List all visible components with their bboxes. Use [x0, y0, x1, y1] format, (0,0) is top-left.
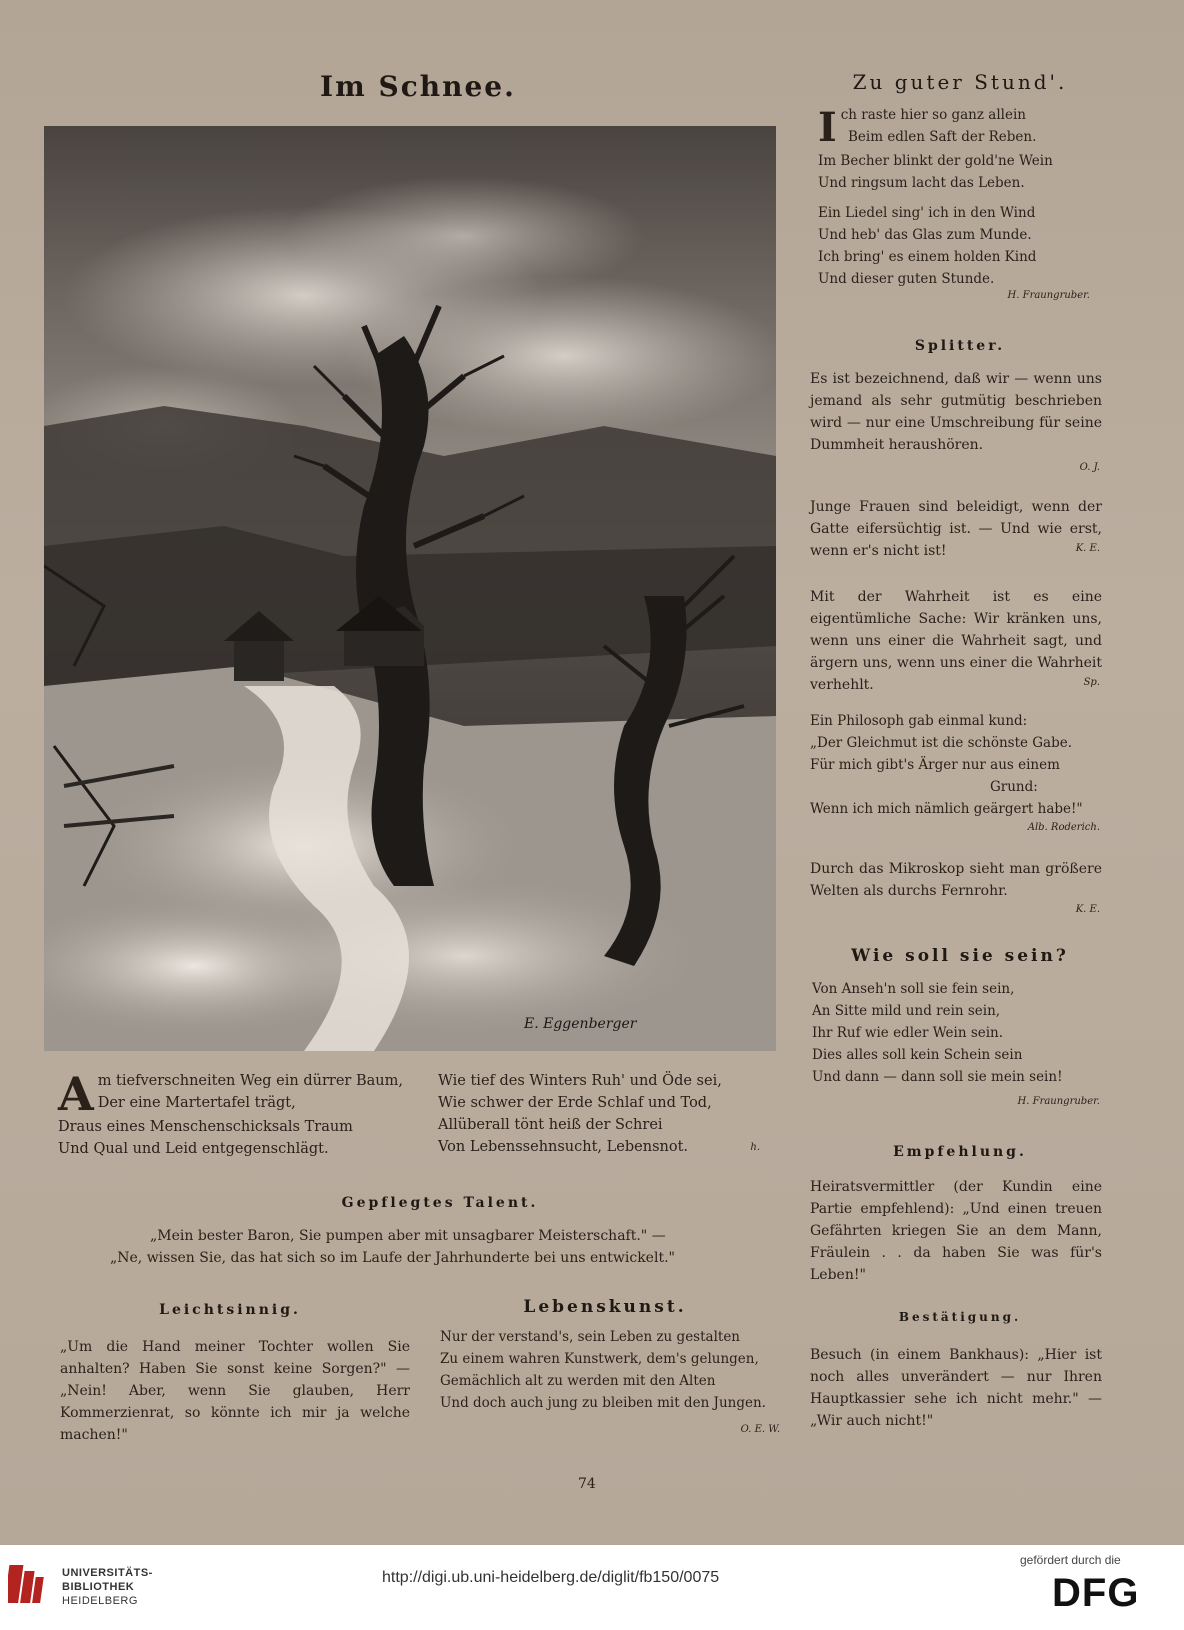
dfg-logo[interactable]: DFG [1052, 1571, 1140, 1615]
lebenskunst-poem [440, 1326, 790, 1414]
bestaetigung-text: Besuch (in einem Bankhaus): „Hier ist noch alles unverändert — nur Ihren Hauptkassier sehe ich nicht mehr." — „Wir auch nicht!" [810, 1347, 1102, 1429]
poem-line: Wenn ich mich nämlich geärgert habe!" [810, 801, 1083, 817]
philosoph-poem [810, 710, 1102, 820]
poem-line: Und heb' das Glas zum Munde. [818, 227, 1032, 243]
poem-left-signature: h. [750, 1142, 760, 1153]
splitter-sig-1: O. J. [1079, 462, 1100, 473]
poem-line: Und doch auch jung zu bleiben mit den Jungen. [440, 1395, 766, 1411]
university-logo[interactable] [8, 1561, 158, 1621]
sponsor-text: gefördert durch die [1020, 1553, 1121, 1567]
winter-illustration [44, 126, 776, 1051]
artist-signature: E. Eggenberger [524, 1016, 637, 1032]
wiesoll-title: Wie soll sie sein? [851, 946, 1069, 966]
bestaetigung-title: Bestätigung. [898, 1310, 1022, 1324]
splitter-item-2: Junge Frauen sind beleidigt, wenn der Gatte eifersüchtig ist. — Und wie erst, wenn er's nicht ist! [810, 499, 1102, 559]
stund-poem [818, 104, 1118, 290]
poem-line: Der eine Martertafel trägt, [97, 1095, 296, 1111]
poem-left-col2 [438, 1070, 778, 1158]
splitter-title: Splitter. [914, 338, 1006, 354]
poem-line: Grund: [990, 779, 1038, 795]
stund-signature: H. Fraungruber. [1007, 290, 1090, 301]
poem-line: m tiefverschneiten Weg ein dürrer Baum, [97, 1073, 403, 1089]
poem-line: Beim edlen Saft der Reben. [848, 129, 1037, 145]
poem-line: Von Anseh'n soll sie fein sein, [812, 981, 1015, 997]
leichtsinnig-text: „Um die Hand meiner Tochter wollen Sie anhalten? Haben Sie sonst keine Sorgen?" — „Nein! Aber, wenn Sie glauben, Herr Kommerzienrat, so könnte ich mir ja welche machen!" [60, 1339, 410, 1443]
poem-line: Und ringsum lacht das Leben. [818, 175, 1025, 191]
poem-line: Wie tief des Winters Ruh' und Öde sei, [438, 1073, 722, 1089]
poem-line: Und dann — dann soll sie mein sein! [812, 1069, 1063, 1085]
philosoph-signature: Alb. Roderich. [1027, 822, 1100, 833]
page-title: Im Schnee. [320, 70, 516, 103]
poem-line: Draus eines Menschenschicksals Traum [58, 1119, 353, 1135]
poem-line: Und dieser guten Stunde. [818, 271, 995, 287]
poem-line: Wie schwer der Erde Schlaf und Tod, [438, 1095, 712, 1111]
leichtsinnig-title: Leichtsinnig. [159, 1302, 301, 1318]
viewer-footer [0, 1545, 1184, 1630]
poem-line: Allüberall tönt heiß der Schrei [438, 1117, 663, 1133]
poem-line: Für mich gibt's Ärger nur aus einem [810, 757, 1060, 773]
mikroskop-signature: K. E. [1075, 904, 1100, 915]
talent-title: Gepflegtes Talent. [341, 1195, 539, 1211]
poem-line: Und Qual und Leid entgegenschlägt. [58, 1141, 329, 1157]
splitter-item-1: Es ist bezeichnend, daß wir — wenn uns jemand als sehr gutmütig beschrieben wird — nur eine Umschreibung für seine Dummheit heraushören. [810, 371, 1102, 453]
poem-line: Im Becher blinkt der gold'ne Wein [818, 153, 1053, 169]
splitter-item-3: Mit der Wahrheit ist es eine eigentümliche Sache: Wir kränken uns, wenn uns einer die Wahrheit sagt, und ärgern uns, wenn uns einer die Wahrheit verhehlt. [810, 589, 1102, 693]
poem-line: Ein Liedel sing' ich in den Wind [818, 205, 1036, 221]
poem-line [818, 194, 1118, 202]
poem-line: An Sitte mild und rein sein, [812, 1003, 1001, 1019]
dropcap: A [58, 1067, 94, 1121]
wiesoll-signature: H. Fraungruber. [1017, 1096, 1100, 1107]
mikroskop-text: Durch das Mikroskop sieht man größere Welten als durchs Fernrohr. [810, 861, 1102, 899]
poem-line: ch raste hier so ganz allein [840, 107, 1026, 123]
poem-left-col1 [58, 1067, 428, 1160]
poem-line: „Der Gleichmut ist die schönste Gabe. [810, 735, 1073, 751]
logo-line: UNIVERSITÄTS- [62, 1567, 153, 1579]
talent-line: „Ne, wissen Sie, das hat sich so im Laufe der Jahrhunderte bei uns entwickelt." [110, 1250, 675, 1266]
dropcap: I [818, 104, 837, 151]
ub-heidelberg-logo-icon [8, 1561, 56, 1613]
logo-line: BIBLIOTHEK [62, 1581, 135, 1593]
poem-line: Ich bring' es einem holden Kind [818, 249, 1037, 265]
poem-line: Ihr Ruf wie edler Wein sein. [812, 1025, 1004, 1041]
poem-line: Ein Philosoph gab einmal kund: [810, 713, 1028, 729]
splitter-sig-2: K. E. [1075, 543, 1100, 554]
wiesoll-poem [812, 978, 1112, 1088]
empfehlung-title: Empfehlung. [893, 1144, 1027, 1160]
snow-landscape-image [44, 126, 776, 1051]
lebenskunst-signature: O. E. W. [740, 1424, 780, 1435]
lebenskunst-title: Lebenskunst. [523, 1297, 687, 1317]
permalink-url[interactable]: http://digi.ub.uni-heidelberg.de/diglit/fb150/0075 [382, 1569, 720, 1586]
talent-line: „Mein bester Baron, Sie pumpen aber mit unsagbarer Meisterschaft." — [150, 1228, 666, 1244]
page-number: 74 [578, 1476, 596, 1492]
poem-line: Gemächlich alt zu werden mit den Alten [440, 1373, 716, 1389]
poem-line: Nur der verstand's, sein Leben zu gestalten [440, 1329, 741, 1345]
empfehlung-text: Heiratsvermittler (der Kundin eine Partie empfehlend): „Und einen treuen Gefährten kriegen Sie an dem Mann, Fräulein . . da haben Sie was für's Leben!" [810, 1179, 1102, 1283]
logo-line: HEIDELBERG [62, 1595, 138, 1607]
splitter-sig-3: Sp. [1083, 677, 1100, 688]
stund-title: Zu guter Stund'. [852, 70, 1068, 94]
poem-line: Zu einem wahren Kunstwerk, dem's gelungen, [440, 1351, 759, 1367]
poem-line: Dies alles soll kein Schein sein [812, 1047, 1023, 1063]
poem-line: Von Lebenssehnsucht, Lebensnot. [438, 1139, 689, 1155]
